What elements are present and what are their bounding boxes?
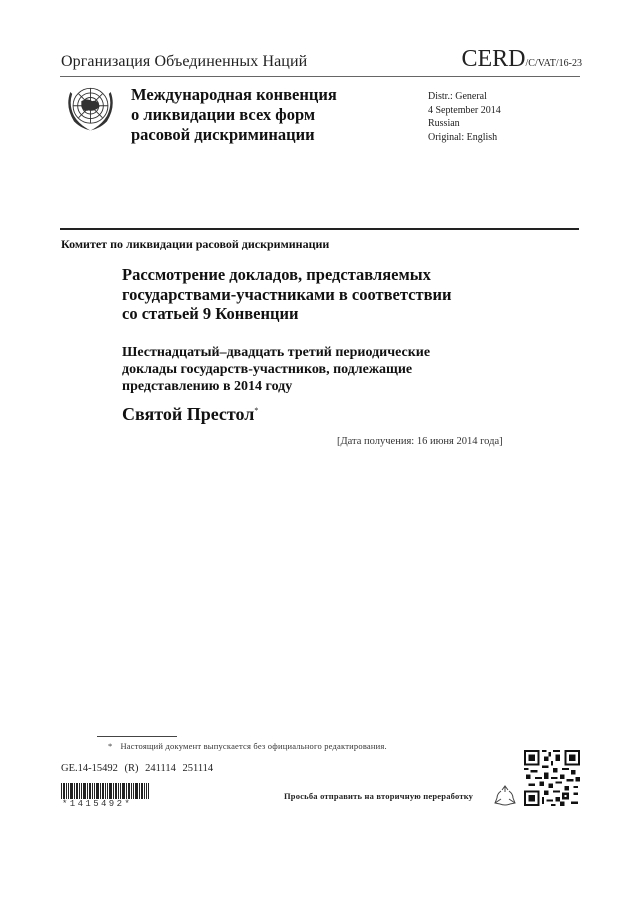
main-title-line: со статьей 9 Конвенции — [122, 304, 299, 323]
subtitle-line: доклады государств-участников, подлежащие — [122, 362, 413, 377]
country-name: Святой Престол — [122, 404, 255, 424]
footnote-reference[interactable]: * — [254, 406, 259, 415]
organization-name: Организация Объединенных Наций — [61, 53, 308, 70]
convention-title-line: Международная конвенция — [131, 85, 337, 104]
subtitle — [122, 344, 430, 395]
symbol-main: CERD — [461, 46, 526, 72]
barcode-icon — [61, 783, 149, 799]
main-title-line: государствами-участниками в соответствии — [122, 284, 452, 304]
footnote-mark: * — [108, 741, 113, 751]
distr-language: Russian — [428, 118, 460, 129]
un-emblem-icon — [63, 81, 118, 136]
barcode-text: *1415492* — [62, 799, 133, 809]
convention-title-line: расовой дискриминации — [131, 125, 315, 144]
convention-title — [131, 85, 337, 145]
footnote-text: Настоящий документ выпускается без официального редактирования. — [120, 741, 387, 751]
subtitle-line: представлению в 2014 году — [122, 379, 293, 394]
header-rule — [60, 76, 580, 77]
section-rule — [60, 228, 579, 230]
job-number: GE.14-15492 (R) 241114 251114 — [61, 763, 214, 774]
date-received: [Дата получения: 16 июня 2014 года] — [337, 436, 503, 447]
footnote-rule — [97, 736, 177, 737]
main-title — [122, 265, 452, 324]
distr-general: Distr.: General — [428, 91, 487, 102]
recycle-notice: Просьба отправить на вторичную переработку — [284, 791, 474, 801]
distribution-info — [428, 90, 501, 144]
committee-name: Комитет по ликвидации расовой дискриминации — [61, 237, 330, 251]
qr-code-icon — [524, 750, 580, 806]
subtitle-line: Шестнадцатый–двадцать третий периодические — [122, 345, 431, 360]
symbol-sub: /C/VAT/16-23 — [525, 58, 582, 69]
distr-original: Original: English — [428, 131, 498, 143]
document-symbol — [461, 46, 582, 73]
recycle-icon — [493, 784, 517, 808]
footnote — [108, 741, 387, 751]
main-title-line: Рассмотрение докладов, представляемых — [122, 265, 431, 284]
country-title — [122, 404, 258, 425]
distr-date: 4 September 2014 — [428, 104, 501, 116]
convention-title-line: о ликвидации всех форм — [131, 105, 316, 124]
